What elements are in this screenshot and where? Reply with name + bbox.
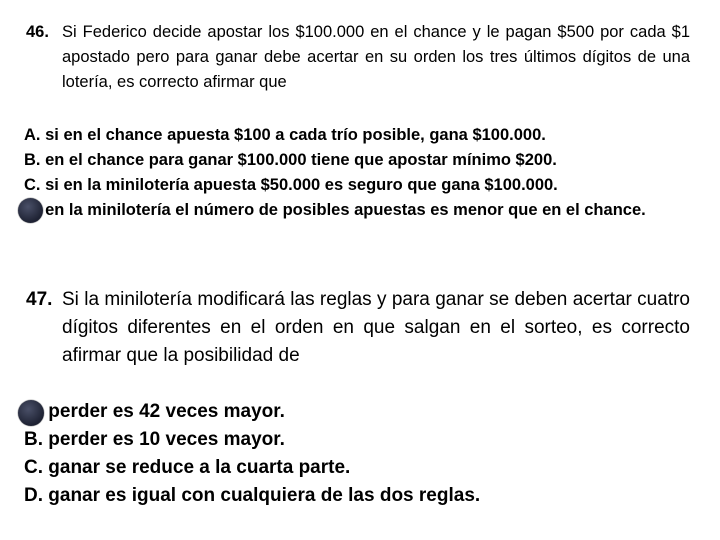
option-46-d[interactable] (24, 198, 690, 223)
question-number: 47. (26, 289, 53, 310)
option-label: A. (24, 126, 41, 144)
option-text: ganar es igual con cualquiera de las dos reglas. (48, 485, 481, 506)
option-47-b[interactable] (24, 426, 690, 454)
question-46-options (24, 123, 690, 223)
question-46-stem (26, 20, 690, 95)
option-46-a[interactable] (24, 123, 690, 148)
question-number: 46. (26, 23, 49, 41)
option-label: D. (24, 485, 43, 506)
question-text: Si Federico decide apostar los $100.000 en el chance y le pagan $500 por cada $1 apostado pero para ganar debe acertar en su orden los tres últimos dígitos de una lotería, es correcto afirmar que (62, 23, 690, 91)
option-label: C. (24, 457, 43, 478)
option-label: B. (24, 429, 43, 450)
option-label: B. (24, 151, 41, 169)
question-46 (26, 20, 690, 95)
option-text: perder es 42 veces mayor. (48, 401, 285, 422)
question-47 (26, 286, 690, 370)
question-text: Si la minilotería modificará las reglas y para ganar se deben acertar cuatro dígitos diferentes en el orden en que salgan en el sorteo, es correcto afirmar que la posibilidad de (62, 289, 690, 366)
option-text: en el chance para ganar $100.000 tiene que apostar mínimo $200. (45, 151, 557, 169)
option-text: en la minilotería el número de posibles apuestas es menor que en el chance. (45, 201, 646, 219)
question-47-options (24, 398, 690, 510)
option-46-b[interactable] (24, 148, 690, 173)
option-47-c[interactable] (24, 454, 690, 482)
option-text: ganar se reduce a la cuarta parte. (48, 457, 351, 478)
selected-answer-mark-icon (18, 400, 44, 426)
option-text: si en el chance apuesta $100 a cada trío posible, gana $100.000. (45, 126, 546, 144)
selected-answer-mark-icon (18, 198, 43, 223)
option-label: C. (24, 176, 41, 194)
option-text: si en la minilotería apuesta $50.000 es seguro que gana $100.000. (45, 176, 558, 194)
option-46-c[interactable] (24, 173, 690, 198)
option-47-a[interactable] (24, 398, 690, 426)
question-47-stem (26, 286, 690, 370)
option-text: perder es 10 veces mayor. (48, 429, 285, 450)
option-47-d[interactable] (24, 482, 690, 510)
